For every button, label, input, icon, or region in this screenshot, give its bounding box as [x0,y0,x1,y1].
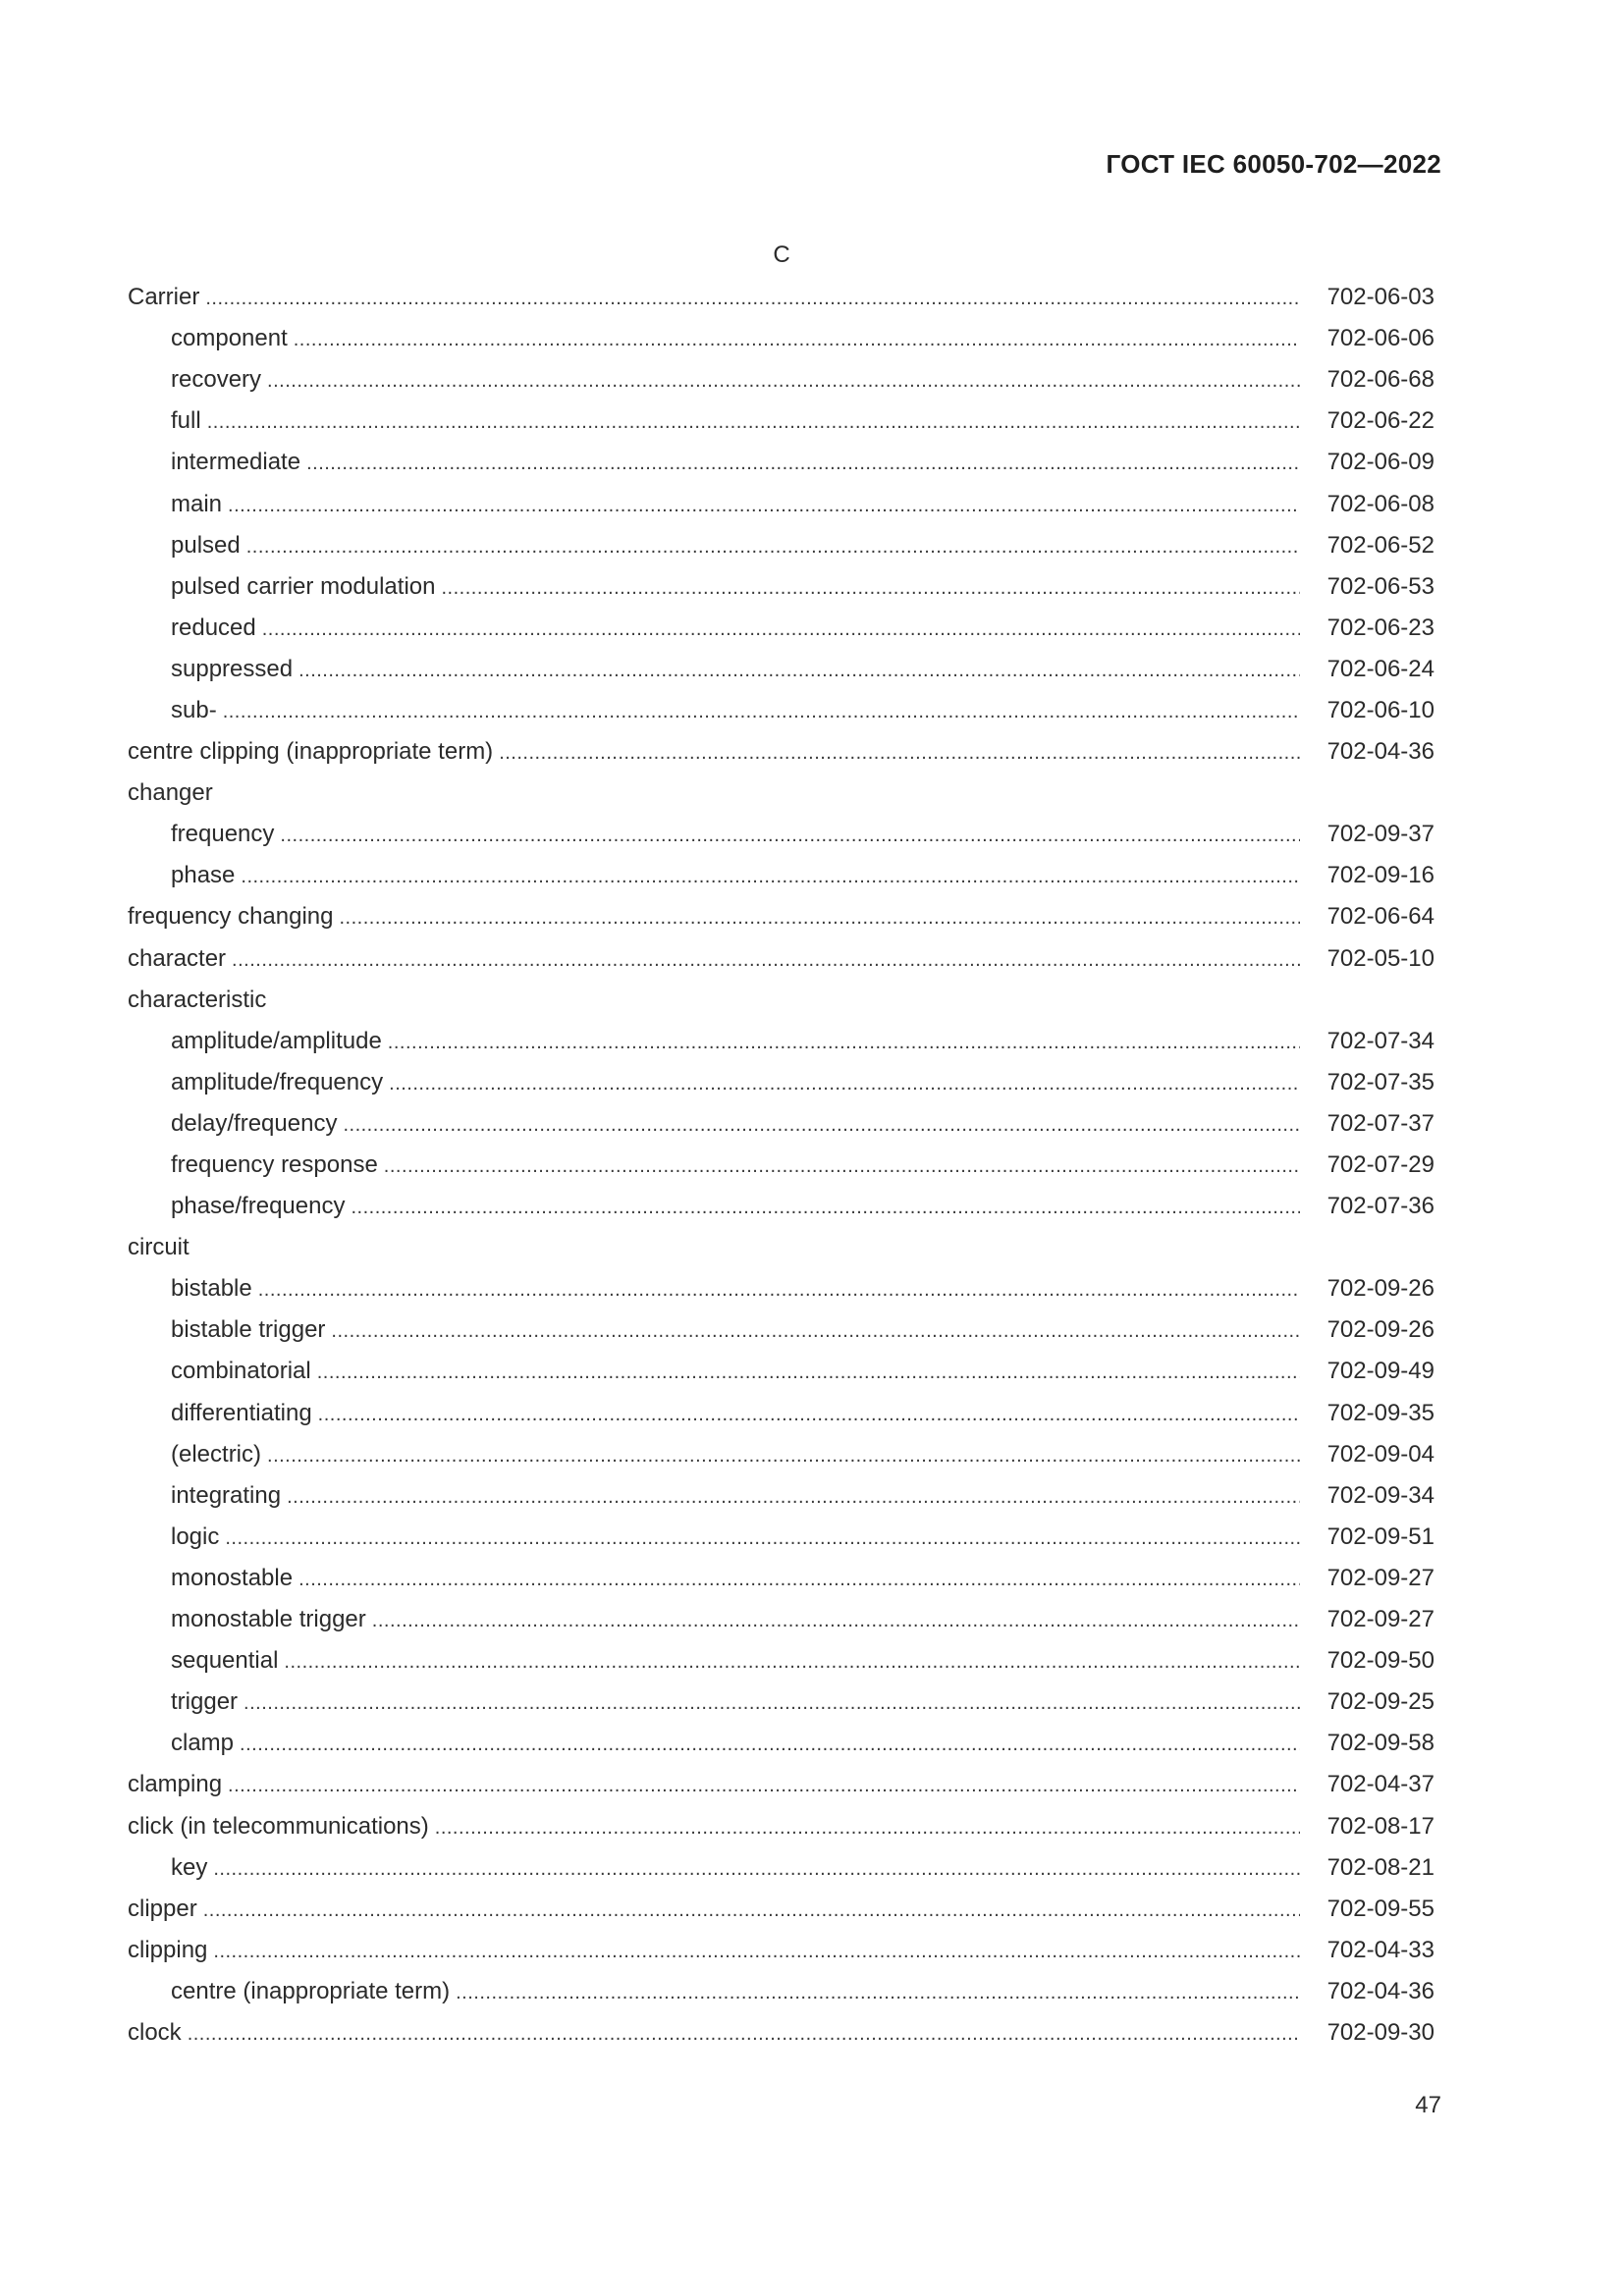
index-entry [128,2012,1435,2054]
dot-leader [205,289,1300,308]
index-term: pulsed [171,531,241,559]
term-reference-code: 702-09-16 [1326,862,1435,889]
term-reference-code: 702-09-50 [1326,1647,1435,1675]
index-term: centre clipping (inappropriate term) [128,738,494,766]
term-reference-code: 702-06-24 [1326,655,1435,682]
term-reference-code: 702-04-36 [1326,738,1435,766]
term-reference-code: 702-06-52 [1326,531,1435,559]
index-term: key [171,1853,208,1881]
term-reference-code: 702-09-04 [1326,1440,1435,1468]
term-reference-code: 702-08-21 [1326,1853,1435,1881]
index-term: characteristic [128,986,267,1013]
page-number: 47 [1415,2092,1441,2118]
index-term: (electric) [171,1440,262,1468]
index-term: component [171,325,288,352]
index-subentry [128,1145,1435,1186]
index-term: clipper [128,1895,197,1922]
dot-leader [203,1900,1300,1920]
index-subentry [128,1640,1435,1682]
term-reference-code: 702-09-27 [1326,1564,1435,1591]
index-subentry [128,442,1435,483]
dot-leader [372,1611,1300,1630]
index-term: monostable [171,1564,294,1591]
index-subentry [128,1971,1435,2012]
index-subentry [128,400,1435,442]
term-reference-code: 702-07-37 [1326,1109,1435,1137]
dot-leader [351,1198,1300,1217]
dot-leader [262,619,1300,639]
index-term: amplitude/frequency [171,1068,384,1095]
index-term: recovery [171,366,262,394]
index-subentry [128,1021,1435,1062]
dot-leader [244,1693,1300,1713]
dot-leader [207,412,1300,432]
index-subentry [128,1062,1435,1103]
index-subentry [128,566,1435,608]
index-subentry [128,483,1435,524]
term-reference-code: 702-07-36 [1326,1193,1435,1220]
term-reference-code: 702-09-34 [1326,1481,1435,1509]
index-term: bistable [171,1275,252,1303]
term-reference-code: 702-07-29 [1326,1151,1435,1179]
term-reference-code: 702-09-49 [1326,1358,1435,1385]
term-reference-code: 702-06-22 [1326,407,1435,435]
index-entry [128,1805,1435,1846]
index-entry [128,896,1435,937]
index-subentry [128,318,1435,359]
dot-leader [306,454,1300,473]
term-reference-code: 702-09-25 [1326,1688,1435,1716]
dot-leader [232,950,1300,970]
dot-leader [223,702,1300,721]
index-term: delay/frequency [171,1109,338,1137]
index-term: main [171,490,223,517]
index-subentry [128,1434,1435,1475]
index-term: phase [171,862,236,889]
dot-leader [241,867,1300,886]
term-reference-code: 702-04-36 [1326,1977,1435,2004]
dot-leader [339,908,1300,928]
dot-leader [246,537,1300,557]
dot-leader [213,1859,1300,1879]
index-term: Carrier [128,284,200,311]
index-term: trigger [171,1688,239,1716]
term-reference-code: 702-07-34 [1326,1027,1435,1054]
index-term: differentiating [171,1399,312,1426]
index-subentry [128,359,1435,400]
index-term: intermediate [171,449,301,476]
index-subentry [128,1351,1435,1392]
dot-leader [331,1321,1300,1341]
term-reference-code: 702-04-37 [1326,1771,1435,1798]
term-reference-code: 702-09-26 [1326,1275,1435,1303]
index-term: full [171,407,201,435]
dot-leader [456,1983,1300,2002]
dot-leader [225,1528,1300,1548]
index-term: centre (inappropriate term) [171,1977,451,2004]
term-reference-code: 702-07-35 [1326,1068,1435,1095]
index-term: clock [128,2018,182,2046]
index-entry [128,938,1435,980]
index-subentry [128,1517,1435,1558]
index-list [128,277,1435,2054]
index-subentry [128,1268,1435,1309]
index-term: clamp [171,1730,235,1757]
index-term: click (in telecommunications) [128,1812,429,1840]
dot-leader [343,1115,1300,1135]
index-term: combinatorial [171,1358,311,1385]
dot-leader [384,1156,1300,1176]
term-reference-code: 702-04-33 [1326,1936,1435,1963]
index-subentry [128,1723,1435,1764]
index-term: changer [128,779,213,807]
index-subentry [128,525,1435,566]
index-term: phase/frequency [171,1193,346,1220]
dot-leader [388,1033,1300,1052]
term-reference-code: 702-09-37 [1326,821,1435,848]
index-term: circuit [128,1234,189,1261]
index-subentry [128,1103,1435,1145]
dot-leader [267,371,1300,391]
dot-leader [317,1362,1300,1382]
term-reference-code: 702-09-26 [1326,1316,1435,1344]
term-reference-code: 702-06-23 [1326,614,1435,641]
index-term: bistable trigger [171,1316,326,1344]
index-term: reduced [171,614,256,641]
term-reference-code: 702-09-55 [1326,1895,1435,1922]
index-term: frequency [171,821,275,848]
index-subentry [128,1309,1435,1351]
index-entry [128,1227,1435,1268]
index-term: logic [171,1522,220,1550]
term-reference-code: 702-06-68 [1326,366,1435,394]
index-subentry [128,1186,1435,1227]
term-reference-code: 702-09-35 [1326,1399,1435,1426]
dot-leader [280,826,1300,845]
term-reference-code: 702-08-17 [1326,1812,1435,1840]
dot-leader [287,1487,1300,1507]
dot-leader [389,1074,1300,1094]
index-subentry [128,1558,1435,1599]
term-reference-code: 702-06-53 [1326,572,1435,600]
index-term: suppressed [171,655,294,682]
index-entry [128,277,1435,318]
index-term: sub- [171,696,217,723]
term-reference-code: 702-09-58 [1326,1730,1435,1757]
dot-leader [298,661,1300,680]
term-reference-code: 702-06-06 [1326,325,1435,352]
term-reference-code: 702-09-51 [1326,1522,1435,1550]
index-term: character [128,944,227,972]
index-term: amplitude/amplitude [171,1027,382,1054]
dot-leader [188,2024,1300,2044]
index-term: clamping [128,1771,223,1798]
page-header-standard-number: ГОСТ IEC 60050-702—2022 [1106,149,1441,179]
dot-leader [284,1652,1300,1672]
term-reference-code: 702-05-10 [1326,944,1435,972]
dot-leader [294,330,1300,349]
index-subentry [128,855,1435,896]
index-subentry [128,649,1435,690]
dot-leader [298,1570,1300,1589]
index-term: integrating [171,1481,282,1509]
dot-leader [213,1942,1300,1961]
dot-leader [267,1446,1300,1466]
dot-leader [499,743,1300,763]
index-subentry [128,690,1435,731]
index-term: monostable trigger [171,1606,366,1633]
term-reference-code: 702-06-10 [1326,696,1435,723]
index-subentry [128,1847,1435,1889]
index-term: pulsed carrier modulation [171,572,436,600]
term-reference-code: 702-06-03 [1326,284,1435,311]
term-reference-code: 702-09-27 [1326,1606,1435,1633]
dot-leader [240,1735,1300,1754]
index-entry [128,980,1435,1021]
index-subentry [128,1393,1435,1434]
index-entry [128,773,1435,814]
index-term: sequential [171,1647,279,1675]
term-reference-code: 702-09-30 [1326,2018,1435,2046]
dot-leader [228,496,1300,515]
index-entry [128,1930,1435,1971]
index-subentry [128,814,1435,855]
index-term: clipping [128,1936,208,1963]
dot-leader [318,1405,1300,1424]
index-term: frequency response [171,1151,378,1179]
index-term: frequency changing [128,903,334,931]
dot-leader [228,1776,1300,1795]
term-reference-code: 702-06-64 [1326,903,1435,931]
index-subentry [128,1475,1435,1517]
dot-leader [441,578,1300,598]
index-subentry [128,1599,1435,1640]
index-entry [128,1764,1435,1805]
term-reference-code: 702-06-09 [1326,449,1435,476]
index-entry [128,1889,1435,1930]
index-subentry [128,608,1435,649]
index-entry [128,731,1435,773]
index-section-letter: C [773,241,790,268]
dot-leader [435,1818,1300,1838]
term-reference-code: 702-06-08 [1326,490,1435,517]
index-subentry [128,1682,1435,1723]
dot-leader [258,1280,1300,1300]
